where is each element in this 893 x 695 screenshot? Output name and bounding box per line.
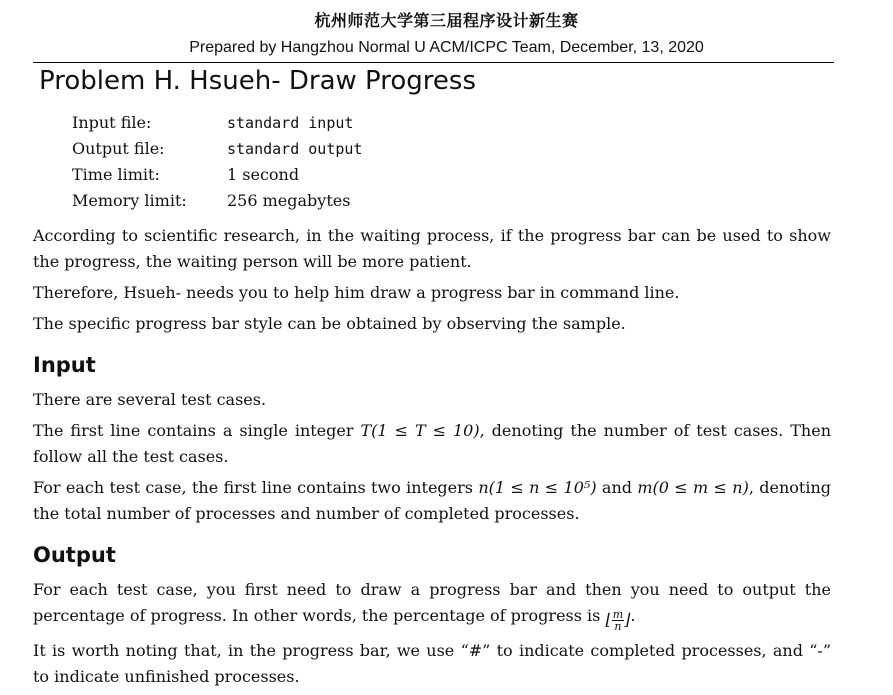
limit-label: Output file: <box>72 139 165 158</box>
limit-row-input-file <box>72 110 362 136</box>
text-run: and <box>596 478 638 497</box>
text-run: . <box>630 606 636 625</box>
fraction-denominator: n <box>614 620 622 633</box>
input-heading: Input <box>33 353 96 377</box>
math-t-range: T(1 ≤ T ≤ 10) <box>360 421 480 440</box>
text-run: For each test case, the first line contains two integers <box>33 478 479 497</box>
limit-label: Memory limit: <box>72 191 187 210</box>
limit-row-memory-limit <box>72 188 362 214</box>
fraction-numerator: m <box>612 608 624 621</box>
input-paragraph-3 <box>33 475 831 527</box>
text-run: The first line contains a single integer <box>33 421 361 440</box>
floor-right: ⌋ <box>624 610 631 629</box>
page-header <box>0 10 893 60</box>
text-run: , denoting the number of test cases. Then follow all the test cases. <box>33 421 831 466</box>
output-heading: Output <box>33 543 116 567</box>
prepared-by-line: Prepared by Hangzhou Normal U ACM/ICPC Team, December, 13, 2020 <box>189 39 704 56</box>
limit-value: standard input <box>227 114 354 132</box>
math-n-range: n(1 ≤ n ≤ 10⁵) <box>478 478 597 497</box>
header-rule <box>33 62 834 63</box>
problem-title: Problem H. Hsueh- Draw Progress <box>39 66 477 96</box>
statement-paragraph-2: Therefore, Hsueh- needs you to help him draw a progress bar in command line. <box>33 283 680 302</box>
text-run: For each test case, you first need to draw a progress bar and then you need to output the percentage of progress. In other words, the percentage of progress is <box>33 580 831 625</box>
input-paragraph-2 <box>33 418 831 470</box>
math-m-range: m(0 ≤ m ≤ n) <box>637 478 749 497</box>
statement-paragraph-3: The specific progress bar style can be obtained by observing the sample. <box>33 314 626 333</box>
statement-paragraph-1: According to scientific research, in the waiting process, if the progress bar can be used to show the progress, the waiting person will be more patient. <box>33 226 831 271</box>
limit-value: 1 second <box>227 165 300 184</box>
limits-table <box>72 110 362 214</box>
contest-title: 杭州师范大学第三届程序设计新生赛 <box>314 11 579 30</box>
output-paragraph-2: It is worth noting that, in the progress bar, we use “#” to indicate completed processes, and “-” to indicate unfinished processes. <box>33 641 831 686</box>
limit-label: Input file: <box>72 113 152 132</box>
floor-fraction <box>605 607 630 633</box>
problem-body <box>33 223 831 695</box>
text-run: , denoting the total number of processes and number of completed processes. <box>33 478 832 523</box>
floor-left: ⌊ <box>605 610 612 629</box>
output-paragraph-1 <box>33 577 831 633</box>
limit-value: standard output <box>227 140 363 158</box>
limit-value: 256 megabytes <box>227 191 351 210</box>
limit-row-time-limit <box>72 162 362 188</box>
limit-label: Time limit: <box>72 165 160 184</box>
input-paragraph-1: There are several test cases. <box>33 390 267 409</box>
fraction <box>612 609 624 632</box>
limit-row-output-file <box>72 136 362 162</box>
